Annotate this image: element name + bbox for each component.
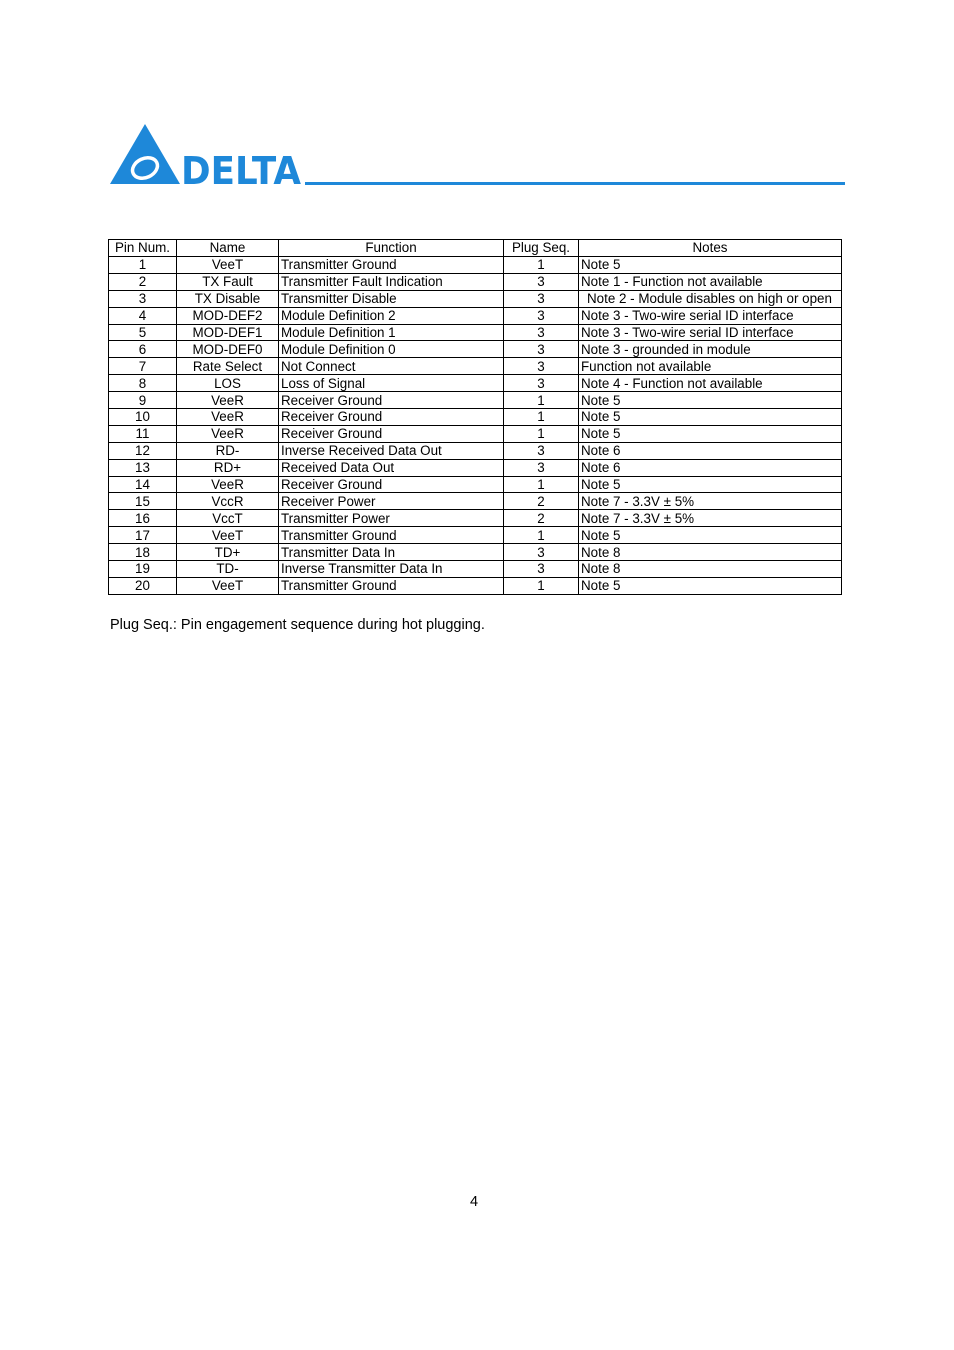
cell-pin-num: 12 — [109, 442, 177, 459]
table-row — [109, 577, 842, 594]
table-row — [109, 561, 842, 578]
cell-plug-seq: 1 — [504, 256, 579, 273]
cell-name: VeeT — [177, 256, 279, 273]
cell-pin-num: 14 — [109, 476, 177, 493]
cell-pin-num: 19 — [109, 561, 177, 578]
cell-pin-num: 6 — [109, 341, 177, 358]
cell-function: Module Definition 0 — [279, 341, 504, 358]
table-row — [109, 341, 842, 358]
table-row — [109, 392, 842, 409]
cell-plug-seq: 2 — [504, 510, 579, 527]
table-row — [109, 527, 842, 544]
table-row — [109, 375, 842, 392]
cell-name: VeeR — [177, 392, 279, 409]
cell-notes: Note 4 - Function not available — [579, 375, 842, 392]
header-plug-seq: Plug Seq. — [504, 240, 579, 257]
cell-notes: Note 5 — [579, 476, 842, 493]
table-row — [109, 459, 842, 476]
table-row — [109, 425, 842, 442]
cell-notes: Note 3 - Two-wire serial ID interface — [579, 307, 842, 324]
cell-notes: Note 5 — [579, 409, 842, 426]
cell-function: Receiver Ground — [279, 409, 504, 426]
cell-pin-num: 4 — [109, 307, 177, 324]
delta-logo — [110, 124, 302, 186]
header-pin-num: Pin Num. — [109, 240, 177, 257]
cell-pin-num: 16 — [109, 510, 177, 527]
cell-pin-num: 13 — [109, 459, 177, 476]
cell-plug-seq: 3 — [504, 561, 579, 578]
cell-notes: Note 3 - grounded in module — [579, 341, 842, 358]
cell-function: Loss of Signal — [279, 375, 504, 392]
cell-plug-seq: 3 — [504, 290, 579, 307]
cell-notes: Function not available — [579, 358, 842, 375]
table-row — [109, 324, 842, 341]
cell-name: VccT — [177, 510, 279, 527]
cell-function: Inverse Transmitter Data In — [279, 561, 504, 578]
cell-function: Module Definition 2 — [279, 307, 504, 324]
cell-pin-num: 7 — [109, 358, 177, 375]
cell-pin-num: 9 — [109, 392, 177, 409]
cell-function: Transmitter Disable — [279, 290, 504, 307]
cell-pin-num: 1 — [109, 256, 177, 273]
cell-name: VeeR — [177, 425, 279, 442]
table-row — [109, 307, 842, 324]
delta-triangle-logo-icon — [110, 124, 302, 186]
cell-name: MOD-DEF0 — [177, 341, 279, 358]
cell-function: Transmitter Fault Indication — [279, 273, 504, 290]
cell-function: Transmitter Ground — [279, 577, 504, 594]
cell-pin-num: 18 — [109, 544, 177, 561]
cell-pin-num: 10 — [109, 409, 177, 426]
cell-name: VeeT — [177, 527, 279, 544]
cell-notes: Note 1 - Function not available — [579, 273, 842, 290]
cell-notes: Note 8 — [579, 561, 842, 578]
cell-pin-num: 20 — [109, 577, 177, 594]
table-row — [109, 256, 842, 273]
cell-plug-seq: 1 — [504, 476, 579, 493]
cell-name: VeeR — [177, 409, 279, 426]
header-function: Function — [279, 240, 504, 257]
cell-function: Receiver Power — [279, 493, 504, 510]
cell-pin-num: 11 — [109, 425, 177, 442]
cell-name: TD- — [177, 561, 279, 578]
cell-function: Transmitter Data In — [279, 544, 504, 561]
cell-notes: Note 8 — [579, 544, 842, 561]
cell-function: Transmitter Ground — [279, 527, 504, 544]
cell-notes: Note 5 — [579, 256, 842, 273]
cell-function: Receiver Ground — [279, 392, 504, 409]
header-rule — [305, 182, 845, 185]
cell-name: VeeR — [177, 476, 279, 493]
table-header-row — [109, 240, 842, 257]
table-row — [109, 273, 842, 290]
cell-pin-num: 17 — [109, 527, 177, 544]
cell-plug-seq: 1 — [504, 409, 579, 426]
header-name: Name — [177, 240, 279, 257]
cell-name: TX Fault — [177, 273, 279, 290]
footnote: Plug Seq.: Pin engagement sequence during hot plugging. — [110, 617, 485, 633]
header-notes: Notes — [579, 240, 842, 257]
table-row — [109, 409, 842, 426]
cell-name: VeeT — [177, 577, 279, 594]
cell-plug-seq: 1 — [504, 392, 579, 409]
cell-function: Receiver Ground — [279, 425, 504, 442]
cell-name: RD+ — [177, 459, 279, 476]
cell-pin-num: 8 — [109, 375, 177, 392]
table-row — [109, 358, 842, 375]
cell-plug-seq: 1 — [504, 577, 579, 594]
cell-notes: Note 5 — [579, 425, 842, 442]
logo-wordmark: DELTA — [181, 149, 302, 186]
table-row — [109, 510, 842, 527]
table-row — [109, 476, 842, 493]
cell-pin-num: 5 — [109, 324, 177, 341]
cell-name: LOS — [177, 375, 279, 392]
cell-notes: Note 6 — [579, 442, 842, 459]
cell-name: MOD-DEF1 — [177, 324, 279, 341]
cell-function: Receiver Ground — [279, 476, 504, 493]
cell-pin-num: 3 — [109, 290, 177, 307]
cell-name: VccR — [177, 493, 279, 510]
cell-function: Received Data Out — [279, 459, 504, 476]
cell-notes: Note 5 — [579, 527, 842, 544]
cell-name: Rate Select — [177, 358, 279, 375]
cell-plug-seq: 3 — [504, 307, 579, 324]
cell-notes: Note 7 - 3.3V ± 5% — [579, 493, 842, 510]
cell-function: Transmitter Ground — [279, 256, 504, 273]
cell-name: TX Disable — [177, 290, 279, 307]
page-number: 4 — [469, 1194, 479, 1210]
cell-notes: Note 5 — [579, 577, 842, 594]
table-row — [109, 442, 842, 459]
cell-plug-seq: 3 — [504, 375, 579, 392]
cell-name: RD- — [177, 442, 279, 459]
table-row — [109, 290, 842, 307]
table-body — [109, 256, 842, 594]
cell-notes: Note 7 - 3.3V ± 5% — [579, 510, 842, 527]
table-row — [109, 544, 842, 561]
cell-function: Transmitter Power — [279, 510, 504, 527]
cell-plug-seq: 3 — [504, 273, 579, 290]
cell-pin-num: 15 — [109, 493, 177, 510]
cell-notes: Note 2 - Module disables on high or open — [579, 290, 842, 307]
cell-plug-seq: 3 — [504, 341, 579, 358]
cell-plug-seq: 3 — [504, 442, 579, 459]
cell-notes: Note 6 — [579, 459, 842, 476]
cell-function: Not Connect — [279, 358, 504, 375]
cell-plug-seq: 3 — [504, 459, 579, 476]
cell-plug-seq: 1 — [504, 527, 579, 544]
cell-pin-num: 2 — [109, 273, 177, 290]
cell-plug-seq: 3 — [504, 324, 579, 341]
cell-notes: Note 3 - Two-wire serial ID interface — [579, 324, 842, 341]
cell-name: MOD-DEF2 — [177, 307, 279, 324]
cell-notes: Note 5 — [579, 392, 842, 409]
cell-function: Inverse Received Data Out — [279, 442, 504, 459]
cell-name: TD+ — [177, 544, 279, 561]
table-row — [109, 493, 842, 510]
cell-plug-seq: 3 — [504, 358, 579, 375]
cell-plug-seq: 1 — [504, 425, 579, 442]
cell-plug-seq: 2 — [504, 493, 579, 510]
cell-function: Module Definition 1 — [279, 324, 504, 341]
cell-plug-seq: 3 — [504, 544, 579, 561]
pin-definition-table — [108, 239, 842, 595]
